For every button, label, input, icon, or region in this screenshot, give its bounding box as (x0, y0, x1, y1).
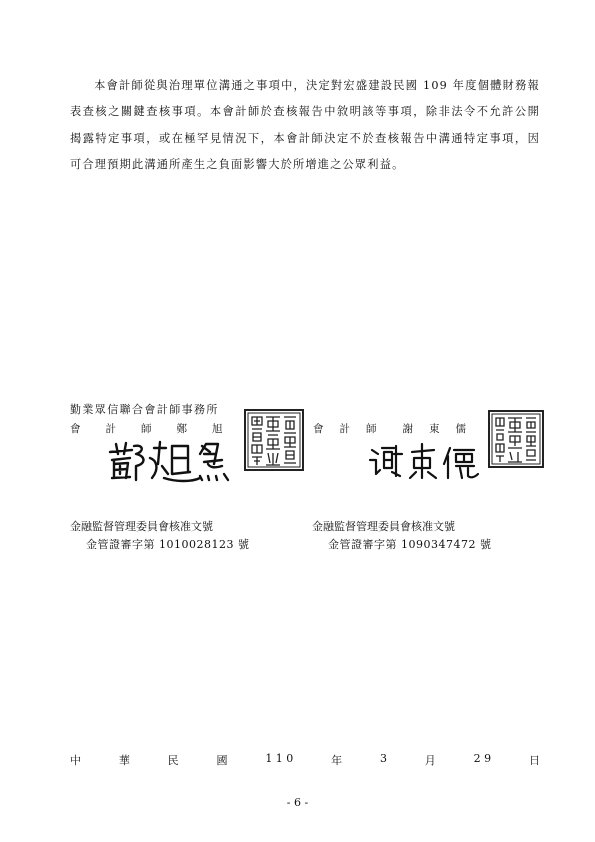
page-number: - 6 - (286, 796, 309, 809)
accountant-1-name-char: 鄭 (176, 423, 187, 435)
approval-2-line2: 金管證審字第 1090347472 號 (328, 538, 492, 551)
approval-2-line1: 金融監督管理委員會核准文號 (312, 520, 455, 533)
date-part: 月 (424, 754, 436, 767)
accountant-2-seal (488, 410, 544, 468)
date-part: 華 (118, 754, 130, 767)
accountant-1-title-char: 計 (105, 423, 116, 435)
accountant-1-name-char: 旭 (212, 423, 223, 435)
accountant-2-title-char: 師 (366, 423, 377, 435)
date-part: 中 (70, 754, 81, 767)
accountant-2-name-char: 謝 (402, 423, 413, 435)
accountant-2-title-char: 計 (339, 423, 350, 435)
firm-name: 勤業眾信聯合會計師事務所 (70, 403, 219, 416)
accountant-2-label (313, 421, 482, 436)
date-part: 國 (216, 754, 228, 767)
date-month: 3 (379, 752, 387, 765)
approval-1-line2: 金管證審字第 1010028123 號 (86, 538, 250, 551)
date-year: 1 1 0 (265, 752, 294, 765)
accountant-2-name-char: 東 (429, 423, 440, 435)
approval-2 (312, 518, 491, 554)
paragraph-text: 本會計師從與治理單位溝通之事項中，決定對宏盛建設民國 109 年度個體財務報表查核之關鍵查核事項。本會計師於查核報告中敘明該等事項，除非法令不允許公開揭露特定事項，或在極罕見情況下，本會計師決定不於查核報告中溝通特定事項，因可合理預期此溝通所產生之負面影響大於所增進之公眾利益。 (70, 79, 540, 171)
date-part: 年 (331, 754, 343, 767)
accountant-1-signature (106, 438, 236, 484)
date-part: 民 (167, 754, 179, 767)
key-audit-matters-paragraph (70, 73, 540, 178)
date-day: 2 9 (473, 752, 492, 765)
accountant-2-title-char: 會 (313, 423, 324, 435)
accountant-2-signature (368, 442, 486, 482)
date-part: 日 (528, 754, 540, 767)
report-date (70, 752, 540, 768)
accountant-1-title-char: 會 (70, 423, 81, 435)
accountant-1-seal (244, 409, 304, 471)
accountant-1-title-char: 師 (141, 423, 152, 435)
approval-1 (70, 518, 249, 554)
accountant-2-name-char: 儒 (455, 423, 466, 435)
approval-1-line1: 金融監督管理委員會核准文號 (70, 520, 213, 533)
